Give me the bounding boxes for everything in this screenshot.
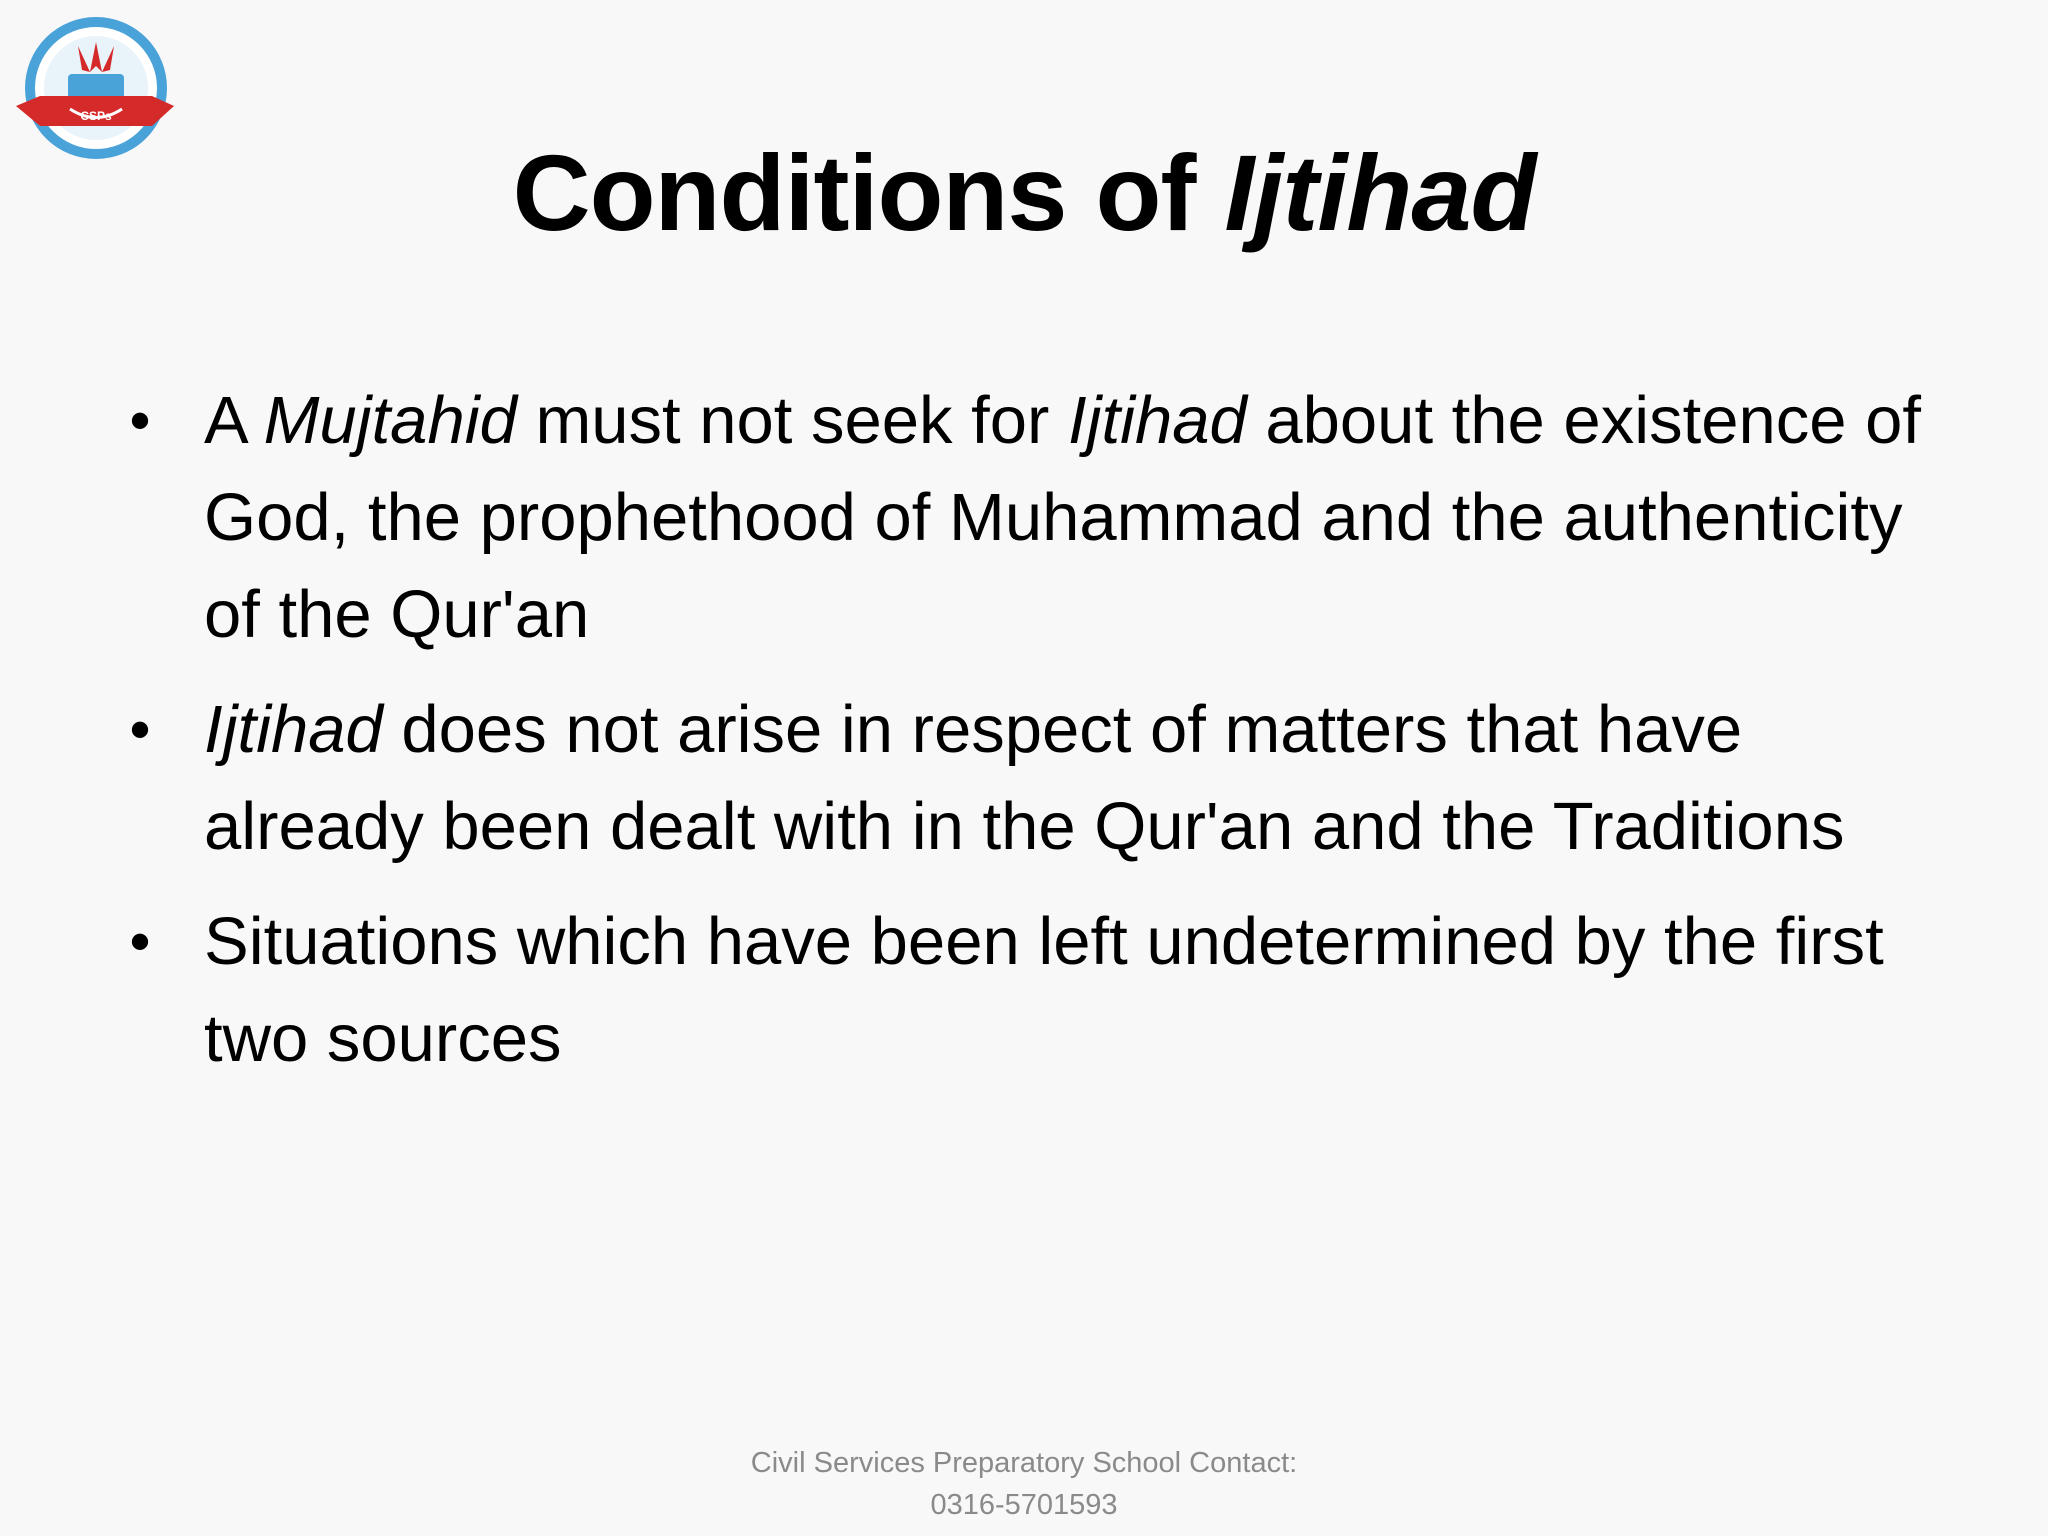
bullet-item-1: [120, 372, 1960, 663]
slide-title: [0, 128, 2048, 258]
bullet-marker: •: [129, 908, 151, 975]
footer-line-1: Civil Services Preparatory School Contact:: [750, 1447, 1298, 1479]
bullet-marker: •: [129, 387, 151, 454]
bullet-2-part-1: Ijtihad: [204, 692, 383, 767]
bullet-1-part-4: Ijtihad: [1067, 383, 1247, 458]
bullet-marker: •: [129, 696, 151, 763]
bullet-list: [120, 372, 1960, 1105]
bullet-3-part-1: Situations which have been left undetermined by the first two sources: [204, 904, 1884, 1076]
svg-text:CSPs: CSPs: [80, 109, 112, 123]
title-italic-term: Ijtihad: [1224, 132, 1536, 253]
bullet-2-part-2: does not arise in respect of matters that have already been dealt with in the Qur'an and the Traditions: [204, 692, 1845, 864]
bullet-1-part-5: about the existence of God, the prophethood of Muhammad and the authenticity of the Qur'an: [204, 383, 1921, 652]
bullet-1-part-1: A: [204, 383, 264, 458]
bullet-text: [204, 692, 1844, 864]
bullet-1-part-2: Mujtahid: [263, 383, 517, 458]
title-prefix: Conditions of: [512, 132, 1225, 253]
bullet-text: [204, 904, 1884, 1076]
bullet-item-3: [120, 893, 1960, 1087]
bullet-1-part-3: must not seek for: [516, 383, 1068, 458]
bullet-text: [204, 383, 1921, 652]
footer-line-2: 0316-5701593: [930, 1489, 1118, 1521]
bullet-item-2: [120, 681, 1960, 875]
footer: [0, 1442, 2048, 1526]
